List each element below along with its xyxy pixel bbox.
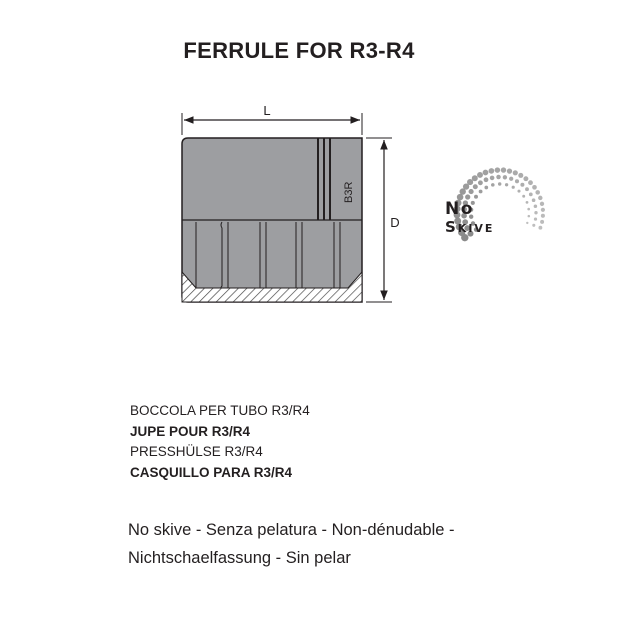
logo-dot	[517, 190, 520, 193]
marking-label: B3R	[343, 181, 355, 203]
logo-dot	[532, 224, 535, 227]
logo-dot	[528, 180, 533, 185]
logo-dot	[473, 184, 478, 189]
length-label: L	[263, 103, 271, 118]
logo-dot	[496, 175, 500, 179]
logo-dot	[474, 195, 478, 199]
product-names	[130, 401, 310, 483]
ferrule-body	[182, 138, 362, 302]
logo-dot	[495, 167, 501, 173]
logo-dot	[540, 220, 544, 224]
diameter-dimension	[366, 138, 400, 302]
logo-dot	[472, 175, 478, 181]
logo-dot	[515, 179, 519, 183]
logo-dot	[534, 217, 537, 220]
logo-dot	[498, 182, 501, 185]
name-italian: BOCCOLA PER TUBO R3/R4	[130, 403, 310, 418]
logo-dot	[528, 215, 531, 218]
page-title: FERRULE FOR R3-R4	[183, 38, 415, 63]
description	[128, 516, 455, 572]
logo-dot	[518, 173, 523, 178]
name-german: PRESSHÜLSE R3/R4	[130, 444, 263, 459]
logo-dot	[501, 167, 506, 172]
logo-dot	[522, 195, 525, 198]
logo-dot	[526, 201, 529, 204]
logo-dot	[532, 198, 536, 202]
description-line2: Nichtschaelfassung - Sin pelar	[128, 549, 351, 567]
logo-dot	[538, 196, 542, 200]
length-dimension	[182, 103, 362, 135]
logo-dot	[534, 205, 538, 209]
logo-line2: Skive	[445, 218, 495, 236]
no-skive-logo	[445, 167, 545, 241]
logo-dot	[505, 183, 508, 186]
logo-dot	[541, 208, 545, 212]
logo-dot	[467, 179, 473, 185]
logo-line1: No	[445, 199, 474, 219]
logo-dot	[527, 208, 530, 211]
logo-dot	[512, 186, 515, 189]
logo-dot	[540, 202, 544, 206]
logo-dot	[523, 176, 528, 181]
logo-dot	[541, 214, 545, 218]
logo-dot	[491, 183, 495, 187]
logo-dot	[484, 177, 489, 182]
logo-dot	[484, 186, 488, 190]
logo-dot	[520, 183, 524, 187]
logo-dot	[478, 180, 483, 185]
logo-dot	[525, 187, 529, 191]
logo-dot	[477, 172, 483, 178]
logo-dot	[503, 175, 507, 179]
logo-dot	[532, 185, 537, 190]
logo-dot	[526, 222, 528, 224]
diameter-label: D	[390, 215, 400, 230]
logo-dot	[489, 168, 495, 174]
description-line1: No skive - Senza pelatura - Non-dénudable -	[128, 521, 455, 539]
logo-dot	[507, 168, 512, 173]
logo-dot	[490, 176, 495, 181]
logo-dot	[513, 170, 518, 175]
logo-dot	[534, 211, 537, 214]
logo-dot	[509, 177, 513, 181]
logo-dot	[538, 226, 542, 230]
name-spanish: CASQUILLO PARA R3/R4	[130, 464, 293, 480]
logo-dot	[483, 170, 489, 176]
name-french: JUPE POUR R3/R4	[130, 423, 251, 439]
logo-dot	[479, 190, 483, 194]
logo-dot	[469, 189, 474, 194]
logo-dot	[535, 190, 540, 195]
logo-dot	[529, 193, 533, 197]
